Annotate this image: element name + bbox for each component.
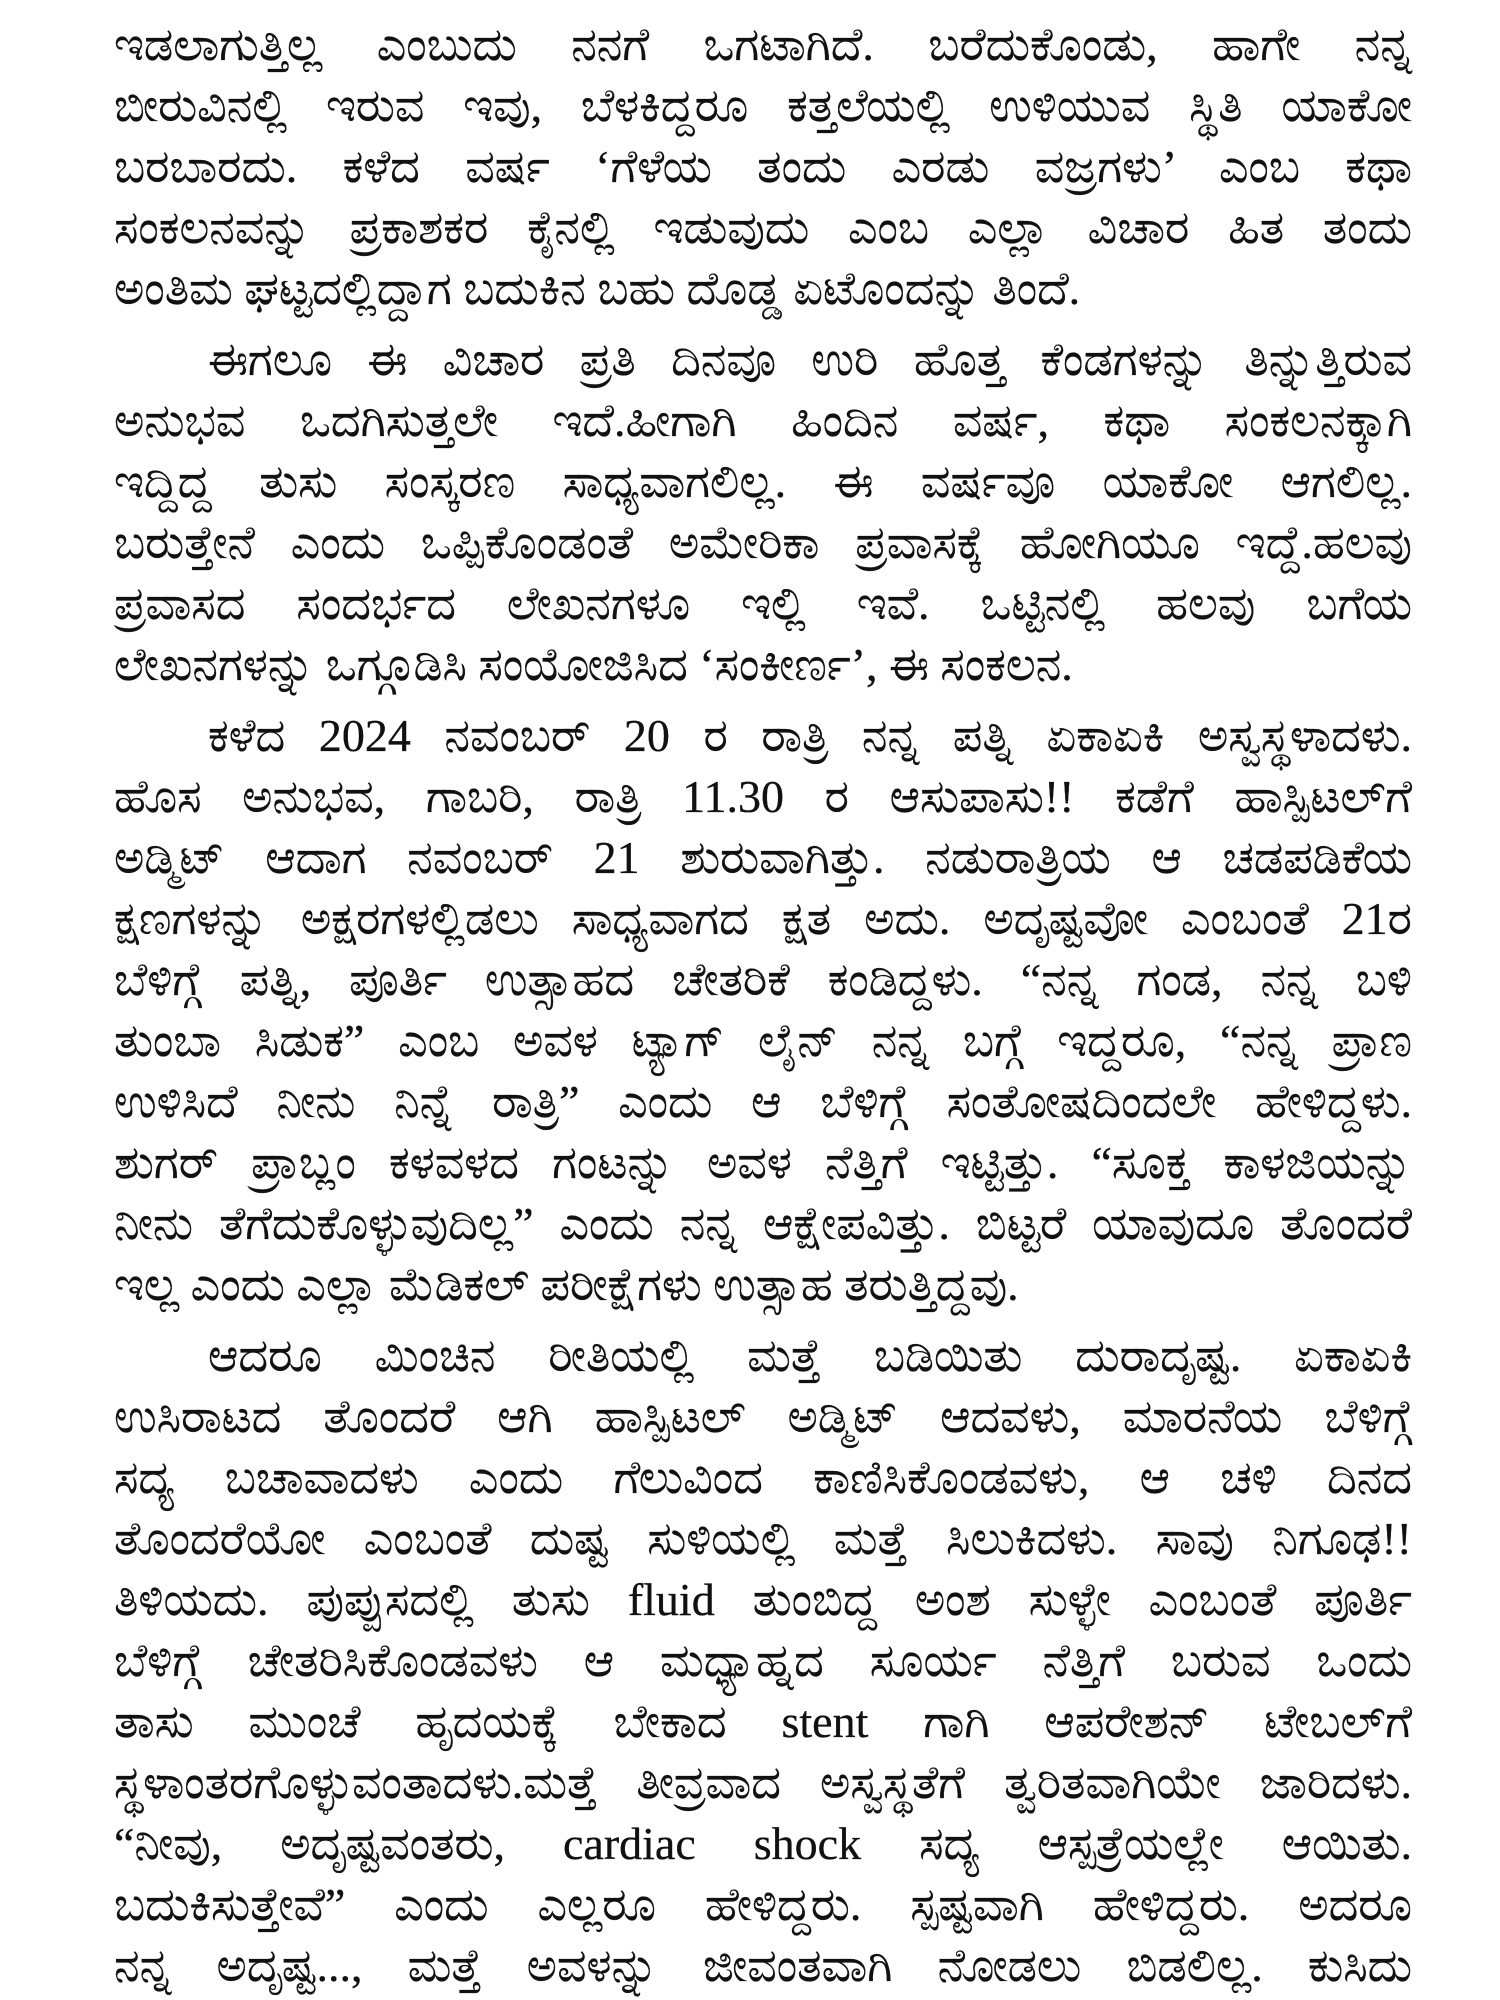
text-line: ಬೆಳಿಗ್ಗೆ ಚೇತರಿಸಿಕೊಂಡವಳು ಆ ಮಧ್ಯಾಹ್ನದ ಸೂರ್ಯ ನೆತ್ತಿಗೆ ಬರುವ ಒಂದು bbox=[114, 1635, 1412, 1686]
text-line: ಪ್ರವಾಸದ ಸಂದರ್ಭದ ಲೇಖನಗಳೂ ಇಲ್ಲಿ ಇವೆ. ಒಟ್ಟಿನಲ್ಲಿ ಹಲವು ಬಗೆಯ bbox=[114, 578, 1412, 629]
text-line: ಸಂಕಲನವನ್ನು ಪ್ರಕಾಶಕರ ಕೈನಲ್ಲಿ ಇಡುವುದು ಎಂಬ ಎಲ್ಲಾ ವಿಚಾರ ಹಿತ ತಂದು bbox=[114, 202, 1412, 253]
paragraph-4 bbox=[114, 1325, 1412, 1996]
text-line: ಅಂತಿಮ ಘಟ್ಟದಲ್ಲಿದ್ದಾಗ ಬದುಕಿನ ಬಹು ದೊಡ್ಡ ಏಟೊಂದನ್ನು ತಿಂದೆ. bbox=[114, 263, 1081, 314]
text-line: ನನ್ನ ಅದೃಷ್ಟ..., ಮತ್ತೆ ಅವಳನ್ನು ಜೀವಂತವಾಗಿ ನೋಡಲು ಬಿಡಲಿಲ್ಲ. ಕುಸಿದು bbox=[114, 1940, 1412, 1991]
text-line: ಬದುಕಿಸುತ್ತೇವೆ” ಎಂದು ಎಲ್ಲರೂ ಹೇಳಿದ್ದರು. ಸ್ಪಷ್ಟವಾಗಿ ಹೇಳಿದ್ದರು. ಅದರೂ bbox=[114, 1879, 1412, 1930]
text-line: ಕ್ಷಣಗಳನ್ನು ಅಕ್ಷರಗಳಲ್ಲಿಡಲು ಸಾಧ್ಯವಾಗದ ಕ್ಷತ ಅದು. ಅದೃಷ್ಟವೋ ಎಂಬಂತೆ 21ರ bbox=[114, 893, 1412, 944]
text-line: ಉಸಿರಾಟದ ತೊಂದರೆ ಆಗಿ ಹಾಸ್ಪಿಟಲ್ ಅಡ್ಮಿಟ್ ಆದವಳು, ಮಾರನೆಯ ಬೆಳಿಗ್ಗೆ bbox=[114, 1391, 1412, 1442]
text-line: ಬರಬಾರದು. ಕಳೆದ ವರ್ಷ ‘ಗೆಳೆಯ ತಂದು ಎರಡು ವಜ್ರಗಳು’ ಎಂಬ ಕಥಾ bbox=[114, 141, 1412, 192]
paragraph-2 bbox=[114, 329, 1412, 695]
text-line: ಸದ್ಯ ಬಚಾವಾದಳು ಎಂದು ಗೆಲುವಿಂದ ಕಾಣಿಸಿಕೊಂಡವಳು, ಆ ಚಳಿ ದಿನದ bbox=[114, 1452, 1412, 1503]
text-line: ಲೇಖನಗಳನ್ನು ಒಗ್ಗೂಡಿಸಿ ಸಂಯೋಜಿಸಿದ ‘ಸಂಕೀರ್ಣ’, ಈ ಸಂಕಲನ. bbox=[114, 639, 1073, 690]
text-line: ಆದರೂ ಮಿಂಚಿನ ರೀತಿಯಲ್ಲಿ ಮತ್ತೆ ಬಡಿಯಿತು ದುರಾದೃಷ್ಟ. ಏಕಾಏಕಿ bbox=[208, 1330, 1412, 1381]
text-line: ಅಡ್ಮಿಟ್ ಆದಾಗ ನವಂಬರ್ 21 ಶುರುವಾಗಿತ್ತು. ನಡುರಾತ್ರಿಯ ಆ ಚಡಪಡಿಕೆಯ bbox=[114, 832, 1412, 883]
text-line: ತೊಂದರೆಯೋ ಎಂಬಂತೆ ದುಷ್ಟ ಸುಳಿಯಲ್ಲಿ ಮತ್ತೆ ಸಿಲುಕಿದಳು. ಸಾವು ನಿಗೂಢ!! bbox=[114, 1513, 1412, 1564]
text-line: ಬರುತ್ತೇನೆ ಎಂದು ಒಪ್ಪಿಕೊಂಡಂತೆ ಅಮೇರಿಕಾ ಪ್ರವಾಸಕ್ಕೆ ಹೋಗಿಯೂ ಇದ್ದೆ.ಹಲವು bbox=[114, 517, 1412, 568]
text-line: ಇಲ್ಲ ಎಂದು ಎಲ್ಲಾ ಮೆಡಿಕಲ್ ಪರೀಕ್ಷೆಗಳು ಉತ್ಸಾಹ ತರುತ್ತಿದ್ದವು. bbox=[114, 1259, 1019, 1310]
text-line: ಬೀರುವಿನಲ್ಲಿ ಇರುವ ಇವು, ಬೆಳಕಿದ್ದರೂ ಕತ್ತಲೆಯಲ್ಲಿ ಉಳಿಯುವ ಸ್ಥಿತಿ ಯಾಕೋ bbox=[114, 80, 1412, 131]
text-line: ಇಡಲಾಗುತ್ತಿಲ್ಲ ಎಂಬುದು ನನಗೆ ಒಗಟಾಗಿದೆ. ಬರೆದುಕೊಂಡು, ಹಾಗೇ ನನ್ನ bbox=[114, 19, 1412, 70]
paragraph-3 bbox=[114, 705, 1412, 1315]
text-line: ಅನುಭವ ಒದಗಿಸುತ್ತಲೇ ಇದೆ.ಹೀಗಾಗಿ ಹಿಂದಿನ ವರ್ಷ, ಕಥಾ ಸಂಕಲನಕ್ಕಾಗಿ bbox=[114, 395, 1412, 446]
text-line: ತಾಸು ಮುಂಚೆ ಹೃದಯಕ್ಕೆ ಬೇಕಾದ stent ಗಾಗಿ ಆಪರೇಶನ್ ಟೇಬಲ್‌ಗೆ bbox=[114, 1696, 1412, 1747]
text-line: ಇದ್ದಿದ್ದ ತುಸು ಸಂಸ್ಕರಣ ಸಾಧ್ಯವಾಗಲಿಲ್ಲ. ಈ ವರ್ಷವೂ ಯಾಕೋ ಆಗಲಿಲ್ಲ. bbox=[114, 456, 1412, 507]
text-line: ಸ್ಥಳಾಂತರಗೊಳ್ಳುವಂತಾದಳು.ಮತ್ತೆ ತೀವ್ರವಾದ ಅಸ್ವಸ್ಥತೆಗೆ ತ್ವರಿತವಾಗಿಯೇ ಜಾರಿದಳು. bbox=[114, 1757, 1412, 1808]
text-line: ಹೊಸ ಅನುಭವ, ಗಾಬರಿ, ರಾತ್ರಿ 11.30 ರ ಆಸುಪಾಸು!! ಕಡೆಗೆ ಹಾಸ್ಪಿಟಲ್‌ಗೆ bbox=[114, 771, 1412, 822]
text-line: ಈಗಲೂ ಈ ವಿಚಾರ ಪ್ರತಿ ದಿನವೂ ಉರಿ ಹೊತ್ತ ಕೆಂಡಗಳನ್ನು ತಿನ್ನುತ್ತಿರುವ bbox=[208, 334, 1412, 385]
text-line: ಕಳೆದ 2024 ನವಂಬರ್ 20 ರ ರಾತ್ರಿ ನನ್ನ ಪತ್ನಿ ಏಕಾಏಕಿ ಅಸ್ವಸ್ಥಳಾದಳು. bbox=[208, 710, 1412, 761]
text-line: “ನೀವು, ಅದೃಷ್ಟವಂತರು, cardiac shock ಸದ್ಯ ಆಸ್ಪತ್ರೆಯಲ್ಲೇ ಆಯಿತು. bbox=[114, 1818, 1412, 1869]
text-line: ಉಳಿಸಿದೆ ನೀನು ನಿನ್ನೆ ರಾತ್ರಿ” ಎಂದು ಆ ಬೆಳಿಗ್ಗೆ ಸಂತೋಷದಿಂದಲೇ ಹೇಳಿದ್ದಳು. bbox=[114, 1076, 1412, 1127]
paragraph-1 bbox=[114, 14, 1412, 319]
text-line: ತುಂಬಾ ಸಿಡುಕ” ಎಂಬ ಅವಳ ಟ್ಯಾಗ್ ಲೈನ್ ನನ್ನ ಬಗ್ಗೆ ಇದ್ದರೂ, “ನನ್ನ ಪ್ರಾಣ bbox=[114, 1015, 1412, 1066]
text-line: ತಿಳಿಯದು. ಪುಪ್ಪುಸದಲ್ಲಿ ತುಸು fluid ತುಂಬಿದ್ದ ಅಂಶ ಸುಳ್ಳೇ ಎಂಬಂತೆ ಪೂರ್ತಿ bbox=[114, 1574, 1412, 1625]
text-line: ನೀನು ತೆಗೆದುಕೊಳ್ಳುವುದಿಲ್ಲ” ಎಂದು ನನ್ನ ಆಕ್ಷೇಪವಿತ್ತು. ಬಿಟ್ಟರೆ ಯಾವುದೂ ತೊಂದರೆ bbox=[114, 1198, 1412, 1249]
text-line: ಬೆಳಿಗ್ಗೆ ಪತ್ನಿ, ಪೂರ್ತಿ ಉತ್ಸಾಹದ ಚೇತರಿಕೆ ಕಂಡಿದ್ದಳು. “ನನ್ನ ಗಂಡ, ನನ್ನ ಬಳಿ bbox=[114, 954, 1412, 1005]
text-line: ಶುಗರ್ ಪ್ರಾಬ್ಲಂ ಕಳವಳದ ಗಂಟನ್ನು ಅವಳ ನೆತ್ತಿಗೆ ಇಟ್ಟಿತ್ತು. “ಸೂಕ್ತ ಕಾಳಜಿಯನ್ನು bbox=[114, 1137, 1412, 1188]
